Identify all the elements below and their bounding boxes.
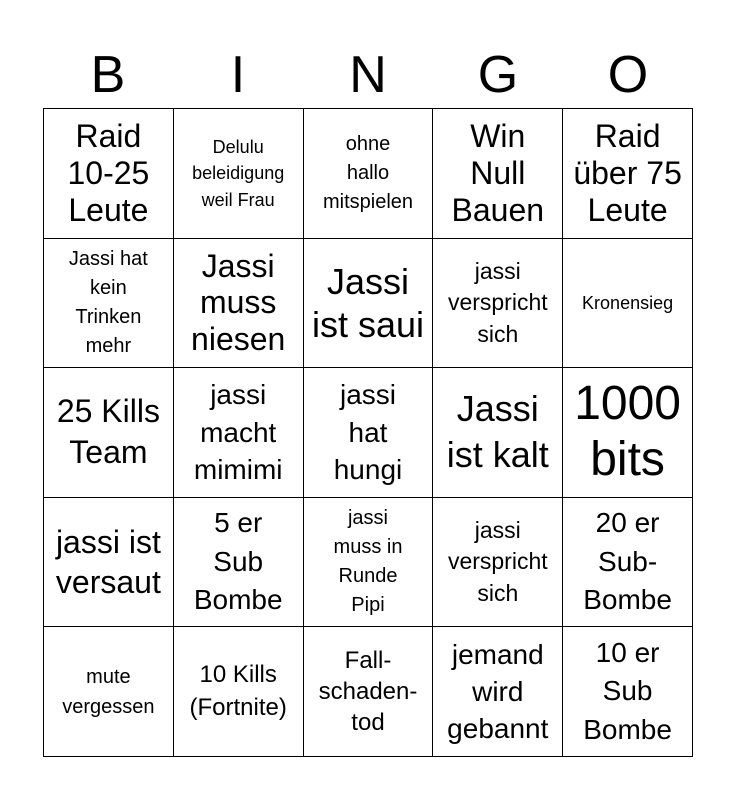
bingo-cell-r2-c2[interactable]: Jassi muss niesen [174, 239, 304, 369]
header-letter-o: O [607, 46, 649, 104]
bingo-cell-r4-c2[interactable]: 5 er Sub Bombe [174, 498, 304, 628]
bingo-cell-r1-c1[interactable]: Raid 10-25 Leute [44, 109, 174, 239]
header-letter-n: N [349, 46, 387, 104]
bingo-cell-r1-c3[interactable]: ohne hallo mitspielen [304, 109, 434, 239]
header-letter-b: B [90, 46, 126, 104]
bingo-cell-r2-c5[interactable]: Kronensieg [563, 239, 693, 369]
bingo-cell-r4-c1[interactable]: jassi ist versaut [44, 498, 174, 628]
bingo-cell-r3-c5[interactable]: 1000 bits [563, 368, 693, 498]
bingo-cell-r4-c3[interactable]: jassi muss in Runde Pipi [304, 498, 434, 628]
bingo-cell-r3-c3[interactable]: jassi hat hungi [304, 368, 434, 498]
header-letter-i: I [230, 46, 246, 104]
bingo-cell-r4-c4[interactable]: jassi verspricht sich [433, 498, 563, 628]
bingo-cell-r3-c1[interactable]: 25 Kills Team [44, 368, 174, 498]
bingo-board [43, 108, 693, 757]
bingo-cell-r2-c4[interactable]: jassi verspricht sich [433, 239, 563, 369]
bingo-cell-r3-c4[interactable]: Jassi ist kalt [433, 368, 563, 498]
bingo-cell-r5-c1[interactable]: mute vergessen [44, 627, 174, 757]
bingo-cell-r5-c4[interactable]: jemand wird gebannt [433, 627, 563, 757]
bingo-cell-r5-c2[interactable]: 10 Kills (Fortnite) [174, 627, 304, 757]
bingo-cell-r2-c3[interactable]: Jassi ist saui [304, 239, 434, 369]
bingo-cell-r1-c5[interactable]: Raid über 75 Leute [563, 109, 693, 239]
bingo-cell-r5-c5[interactable]: 10 er Sub Bombe [563, 627, 693, 757]
bingo-cell-r1-c2[interactable]: Delulu beleidigung weil Frau [174, 109, 304, 239]
bingo-cell-r3-c2[interactable]: jassi macht mimimi [174, 368, 304, 498]
bingo-cell-r1-c4[interactable]: Win Null Bauen [433, 109, 563, 239]
bingo-cell-r5-c3[interactable]: Fall- schaden- tod [304, 627, 434, 757]
bingo-cell-r4-c5[interactable]: 20 er Sub- Bombe [563, 498, 693, 628]
bingo-header [43, 44, 693, 106]
header-letter-g: G [477, 46, 519, 104]
bingo-cell-r2-c1[interactable]: Jassi hat kein Trinken mehr [44, 239, 174, 369]
